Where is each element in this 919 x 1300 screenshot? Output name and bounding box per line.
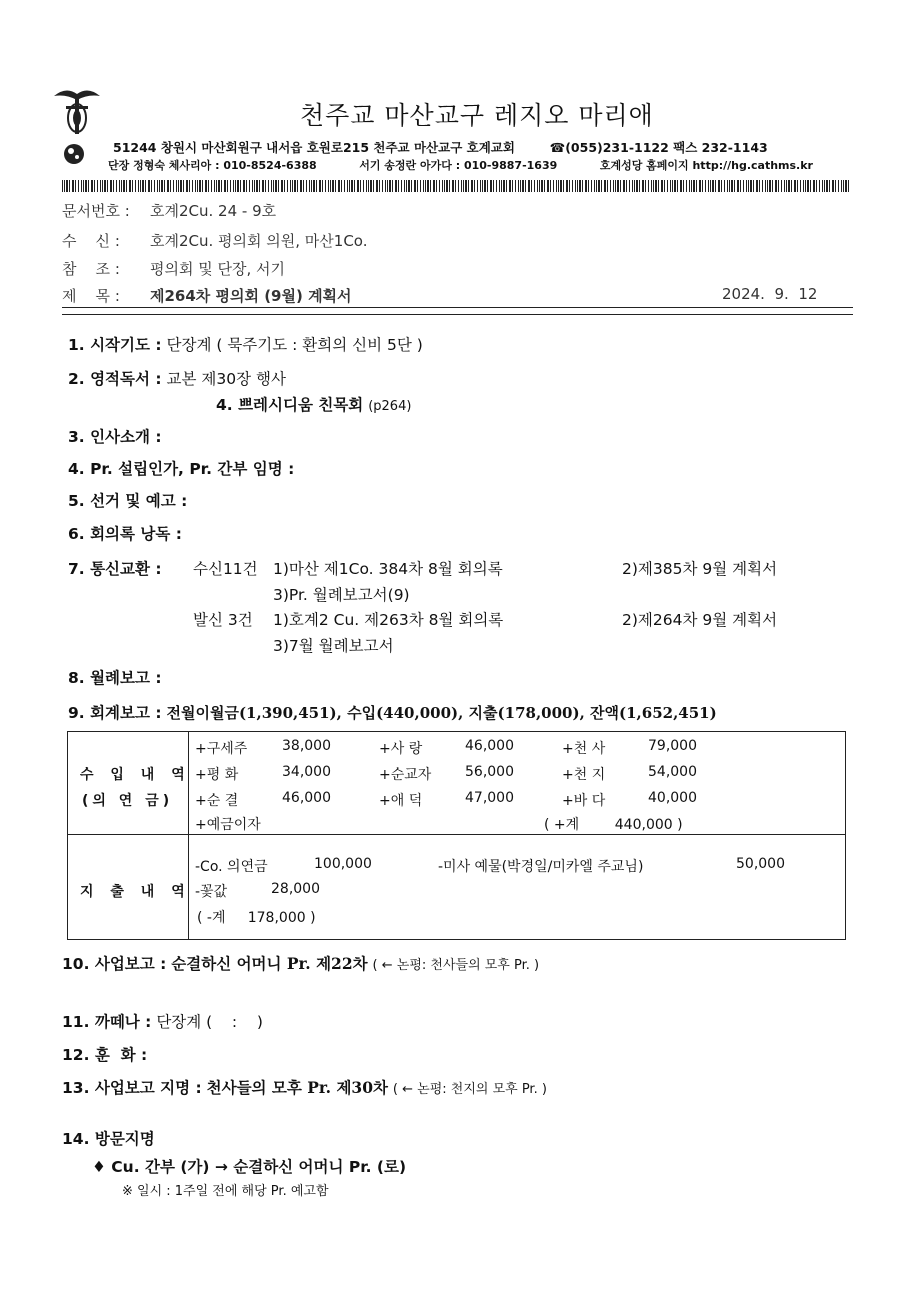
send-2: 2)제264차 9월 계획서 xyxy=(622,611,778,629)
item-13 xyxy=(62,1076,547,1098)
income-name: +순 결 xyxy=(195,793,239,809)
meta-key: 수 신 : xyxy=(62,232,120,250)
income-sub-label: (의 연 금) xyxy=(82,793,174,809)
item-sub-title: 4. 쁘레시디움 친목회 xyxy=(216,396,364,414)
income-amount: 54,000 xyxy=(648,764,697,780)
item-value: 단장계 ( 묵주기도 : 환희의 신비 5단 ) xyxy=(166,336,423,354)
item-label: 4. Pr. 설립인가, Pr. 간부 임명 : xyxy=(68,460,295,478)
item-label: 5. 선거 및 예고 : xyxy=(68,492,188,510)
phone-fax: ☎(055)231-1122 팩스 232-1143 xyxy=(549,140,768,155)
accounting-table xyxy=(67,731,846,940)
income-amount: 56,000 xyxy=(465,764,514,780)
item-value: 교본 제30장 행사 xyxy=(166,370,286,388)
meta-value: 호계2Cu. 24 - 9호 xyxy=(150,202,277,220)
item-label: 11. 까떼나 : xyxy=(62,1013,152,1031)
item-3 xyxy=(68,425,162,447)
income-name: +구세주 xyxy=(195,741,248,757)
item-8 xyxy=(68,666,162,688)
item-label: 7. 통신교환 : xyxy=(68,560,162,578)
item-label: 2. 영적독서 : xyxy=(68,370,162,388)
expense-name: -Co. 의연금 xyxy=(195,859,268,875)
income-amount: 34,000 xyxy=(282,764,331,780)
item-label: 9. 회계보고 : xyxy=(68,704,162,722)
secretary-contact: 서기 송정란 아가다 : 010-9887-1639 xyxy=(359,159,558,172)
item-9 xyxy=(68,701,717,723)
income-name: +사 랑 xyxy=(379,741,423,757)
item-6 xyxy=(68,522,182,544)
item-7 xyxy=(68,557,162,579)
meta-value: 호계2Cu. 평의회 의원, 마산1Co. xyxy=(150,232,368,250)
item-2 xyxy=(68,367,286,389)
item-label: 10. 사업보고 : xyxy=(62,955,167,973)
recv-1: 1)마산 제1Co. 384차 8월 회의록 xyxy=(273,560,503,578)
meta-key: 참 조 : xyxy=(62,260,120,278)
item-label: 14. 방문지명 xyxy=(62,1130,155,1148)
income-amount: 38,000 xyxy=(282,738,331,754)
income-amount: 46,000 xyxy=(282,790,331,806)
meta-value: 제264차 평의회 (9월) 계획서 xyxy=(150,287,352,305)
item-label: 6. 회의록 낭독 : xyxy=(68,525,182,543)
item-note: ( ← 논평: 천사들의 모후 Pr. ) xyxy=(372,958,540,973)
recv-count: 수신11건 xyxy=(193,560,258,578)
income-name: +애 덕 xyxy=(379,793,423,809)
item-12 xyxy=(62,1043,147,1065)
meta-key: 문서번호 : xyxy=(62,202,130,220)
doc-date: 2024. 9. 12 xyxy=(722,285,818,303)
income-label: 수 입 내 역 xyxy=(80,767,191,783)
item-5 xyxy=(68,489,187,511)
item-4 xyxy=(68,457,294,479)
address xyxy=(113,138,768,156)
expense-amount: 100,000 xyxy=(314,856,372,872)
send-1: 1)호계2 Cu. 제263차 8월 회의록 xyxy=(273,611,504,629)
subject xyxy=(62,285,352,306)
item-value: 순결하신 어머니 Pr. 제22차 xyxy=(171,954,368,973)
recv-3: 3)Pr. 월례보고서(9) xyxy=(273,586,410,604)
income-amount: 47,000 xyxy=(465,790,514,806)
income-name: +바 다 xyxy=(562,793,606,809)
item-label: 3. 인사소개 : xyxy=(68,428,162,446)
doc-number xyxy=(62,200,276,221)
homepage-link[interactable]: 호계성당 홈페이지 http://hg.cathms.kr xyxy=(599,159,813,172)
expense-label: 지 출 내 역 xyxy=(80,884,191,900)
income-name: +평 화 xyxy=(195,767,239,783)
double-rule xyxy=(62,307,853,315)
org-title: 천주교 마산교구 레지오 마리애 xyxy=(300,101,654,130)
item-2-sub xyxy=(216,393,411,415)
item-10 xyxy=(62,952,539,974)
income-amount: 46,000 xyxy=(465,738,514,754)
accounting-summary: 전월이월금(1,390,451), 수입(440,000), 지출(178,000), 잔액(1,652,451) xyxy=(166,704,717,722)
item-label: 8. 월례보고 : xyxy=(68,669,162,687)
meta-key: 제 목 : xyxy=(62,287,120,305)
address-text: 51244 창원시 마산회원구 내서읍 호원로215 천주교 마산교구 호계교회 xyxy=(113,140,515,155)
meta-value: 평의회 및 단장, 서기 xyxy=(150,260,285,278)
visit-note: ※ 일시 : 1주일 전에 해당 Pr. 예고함 xyxy=(122,1184,329,1199)
send-count: 발신 3건 xyxy=(193,611,253,629)
income-name: +순교자 xyxy=(379,767,432,783)
expense-amount: 28,000 xyxy=(271,881,320,897)
item-label: 1. 시작기도 : xyxy=(68,336,162,354)
expense-total: ( -계 178,000 ) xyxy=(197,910,316,926)
expense-amount: 50,000 xyxy=(736,856,785,872)
item-sub-page: (p264) xyxy=(368,399,412,414)
table-row-divider xyxy=(68,834,845,835)
item-14 xyxy=(62,1127,155,1149)
reference xyxy=(62,258,285,279)
decorative-divider xyxy=(62,180,850,192)
expense-name: -미사 예물(박경일/미카엘 주교님) xyxy=(438,859,644,875)
income-name: +천 지 xyxy=(562,767,606,783)
income-amount: 79,000 xyxy=(648,738,697,754)
recv-2: 2)제385차 9월 계획서 xyxy=(622,560,778,578)
item-1 xyxy=(68,333,423,355)
item-11 xyxy=(62,1010,263,1032)
income-amount: 40,000 xyxy=(648,790,697,806)
contact-line xyxy=(108,157,813,173)
leader-contact: 단장 정형숙 체사리아 : 010-8524-6388 xyxy=(108,159,317,172)
item-value: 단장계 ( : ) xyxy=(156,1013,263,1031)
recipient xyxy=(62,230,367,251)
income-name: +천 사 xyxy=(562,741,606,757)
item-label: 12. 훈 화 : xyxy=(62,1046,148,1064)
send-3: 3)7월 월례보고서 xyxy=(273,637,394,655)
item-label: 13. 사업보고 지명 : xyxy=(62,1079,202,1097)
income-total: ( +계 440,000 ) xyxy=(544,817,683,833)
expense-name: -꽃값 xyxy=(195,884,228,900)
item-note: ( ← 논평: 천지의 모후 Pr. ) xyxy=(392,1082,547,1097)
legio-emblem-icon xyxy=(52,84,102,166)
income-interest: +예금이자 xyxy=(195,817,261,833)
visit-assignment: ♦ Cu. 간부 (가) → 순결하신 어머니 Pr. (로) xyxy=(92,1158,407,1176)
item-value: 천사들의 모후 Pr. 제30차 xyxy=(206,1078,388,1097)
